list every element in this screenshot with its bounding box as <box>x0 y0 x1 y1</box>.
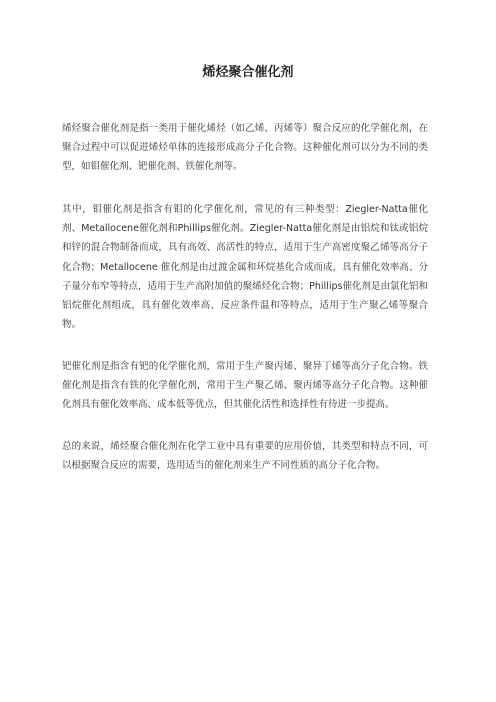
paragraph-conclusion: 总的来说，烯烃聚合催化剂在化学工业中具有重要的应用价值，其类型和特点不同，可以根据聚合反应的需要，选用适当的催化剂来生产不同性质的高分子化合物。 <box>62 441 428 472</box>
document-title: 烯烃聚合催化剂 <box>202 65 294 80</box>
paragraph-palladium-iron-catalysts: 钯催化剂是指含有钯的化学催化剂，常用于生产聚丙烯、聚异丁烯等高分子化合物。铁催化剂是指含有铁的化学催化剂，常用于生产聚乙烯、聚丙烯等高分子化合物。这种催化剂具有催化效率高、成本低等优点，但其催化活性和选择性有待进一步提高。 <box>62 360 428 411</box>
paragraph-molybdenum-catalysts: 其中，钼催化剂是指含有钼的化学催化剂，常见的有三种类型：Ziegler-Natta催化剂、Metallocene催化剂和Phillips催化剂。Ziegler-Natta催化剂是由铝烷和钛或铝烷和锌的混合物制备而成，具有高效、高活性的特点，适用于生产高密度聚乙烯等高分子化合物；Metallocene 催化剂是由过渡金属和环烷基化合成而成，具有催化效率高、分子量分布窄等特点，适用于生产高附加值的聚烯烃化合物；Phillips催化剂是由氯化铝和铝烷催化剂组成，具有催化效率高、反应条件温和等特点，适用于生产聚乙烯等聚合物。 <box>62 204 428 330</box>
paragraph-intro: 烯烃聚合催化剂是指一类用于催化烯烃（如乙烯、丙烯等）聚合反应的化学催化剂，在聚合过程中可以促进烯烃单体的连接形成高分子化合物。这种催化剂可以分为不同的类型，如钼催化剂、钯催化剂、铁催化剂等。 <box>62 123 428 173</box>
document-body <box>62 119 428 499</box>
